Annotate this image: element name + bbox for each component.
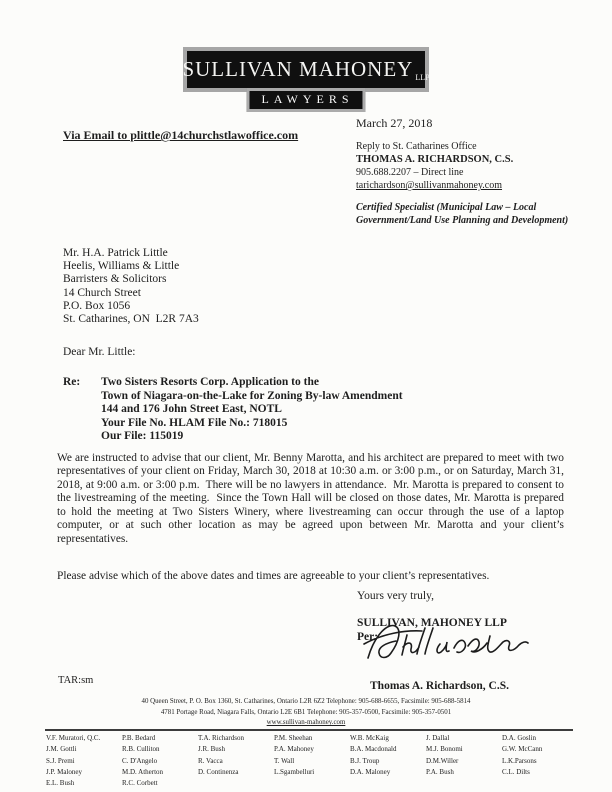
letter-date: March 27, 2018 [356,116,433,130]
footer-lawyer-name: M.J. Bonomi [426,745,463,754]
body-paragraph-2: Please advise which of the above dates and times are agreeable to your client’s representatives. [57,570,490,582]
firm-name: SULLIVAN MAHONEY [182,57,414,81]
firm-llp-suffix: LLP [415,73,430,82]
roster-column [502,733,574,789]
footer-lawyer-name: C.L. Dilts [502,767,530,776]
certified-line-2: Government/Land Use Planning and Development) [356,215,569,226]
footer-website: www.sullivan-mahoney.com [266,719,346,727]
recipient-line: 14 Church Street [63,286,141,299]
reply-office: Reply to St. Catharines Office [356,141,477,152]
salutation: Dear Mr. Little: [63,346,136,358]
footer-lawyer-name: C. D'Angelo [122,756,158,765]
footer-address-2: 4781 Portage Road, Niagara Falls, Ontario L2E 6B1 Telephone: 905-357-0500, Facsimile: 905-357-0501 [160,708,452,716]
footer-lawyer-name: R.B. Culliton [122,745,160,754]
footer-lawyer-name: L.K.Parsons [502,756,537,765]
reply-email: tarichardson@sullivanmahoney.com [356,180,503,191]
footer-lawyer-name: J.R. Bush [198,745,226,754]
footer-lawyer-name: J. Dallal [426,734,450,742]
certified-specialist-note [356,201,568,227]
certified-line-1: Certified Specialist (Municipal Law – Local [356,202,537,213]
footer-lawyer-name: D.A. Maloney [350,767,391,776]
closing-firm-name: SULLIVAN, MAHONEY LLP [357,617,507,629]
footer-lawyer-name: D. Continenza [198,767,239,776]
footer-lawyer-name: W.B. McKaig [350,734,389,742]
re-line: Town of Niagara-on-the-Lake for Zoning By-law Amendment [101,389,403,402]
roster-column [350,733,422,789]
footer-lawyer-name: D.M.Willer [426,756,459,765]
footer-lawyer-name: L.Sgambelluri [274,767,315,776]
footer-lawyer-name: G.W. McCann [502,745,543,754]
recipient-line: Mr. H.A. Patrick Little [63,247,168,259]
footer-addresses [40,697,572,729]
closing-per-label: Per: [357,631,379,643]
footer-lawyer-name: D.A. Goslin [502,734,537,742]
footer-divider [45,729,573,731]
recipient-line: P.O. Box 1056 [63,299,131,312]
firm-logo [182,47,430,106]
firm-subtitle: LAWYERS [246,88,365,112]
footer-lawyer-name: M.D. Atherton [122,767,164,776]
footer-lawyer-name: J.P. Maloney [46,767,82,776]
roster-column [46,733,118,789]
reply-phone: 905.688.2207 – Direct line [356,167,464,178]
footer-lawyer-name: P.A. Bush [426,767,454,776]
re-lines [101,376,403,444]
footer-lawyer-name: T.A. Richardson [198,734,244,742]
footer-lawyer-name: V.F. Muratori, Q.C. [46,734,101,742]
reply-author: THOMAS A. RICHARDSON, C.S. [356,154,514,165]
reply-to-block [356,140,513,192]
footer-lawyer-name: S.J. Premi [46,756,75,765]
firm-name-box [183,47,429,92]
recipient-line: Heelis, Williams & Little [63,260,180,273]
roster-column [122,733,194,789]
signature-image [362,616,530,670]
footer-lawyer-name: B.J. Troup [350,756,380,765]
reference-initials: TAR:sm [58,675,94,686]
re-line: Our File: 115019 [101,430,184,443]
roster-column [426,733,498,789]
re-line: Two Sisters Resorts Corp. Application to the [101,376,319,388]
recipient-line: Barristers & Solicitors [63,273,167,286]
footer-lawyer-name: E.L. Bush [46,779,75,788]
recipient-address [63,247,199,326]
footer-lawyer-name: P.B. Bedard [122,734,156,742]
re-label: Re: [63,376,81,388]
valediction: Yours very truly, [357,590,434,602]
body-paragraph-1: We are instructed to advise that our client, Mr. Benny Marotta, and his architect are prepared to meet with two representatives of your client on Friday, March 30, 2018 at 10:30 a.m. or 3:00 p.m., or on Saturday, March 31, 2018, at 9:00 a.m. or 3:00 p.m. There will be no lawyers in attendance. Mr. Marotta is prepared to consent to the livestreaming of the meeting. Since the Town Hall will be closed on those dates, Mr. Marotta is prepared to hold the meeting at Two Sisters Winery, where livestreaming can occur through the use of a laptop computer, or at such other location as may be agreed upon between Mr. Marotta and your client’s representatives. [57,452,564,545]
roster-column [274,733,346,789]
signer-name: Thomas A. Richardson, C.S. [370,680,509,692]
re-block [63,376,403,444]
footer-lawyer-name: T. Wall [274,756,295,765]
re-line: 144 and 176 John Street East, NOTL [101,403,282,416]
footer-lawyer-name: J.M. Gottli [46,745,77,754]
footer-lawyer-name: P.M. Sheehan [274,734,313,742]
recipient-line: St. Catharines, ON L2R 7A3 [63,313,199,326]
footer-lawyer-name: B.A. Macdonald [350,745,397,754]
footer-lawyer-name: R.C. Corbett [122,779,158,788]
roster-column [198,733,270,789]
footer-lawyer-name: R. Vacca [198,756,223,765]
via-email-line: Via Email to plittle@14churchstlawoffice.com [63,128,299,142]
footer-address-1: 40 Queen Street, P. O. Box 1360, St. Catharines, Ontario L2R 6Z2 Telephone: 905-688-6655, Facsimile: 905-688-5814 [141,698,471,705]
re-line: Your File No. HLAM File No.: 718015 [101,416,288,429]
footer-lawyer-name: P.A. Mahoney [274,745,314,754]
footer-lawyer-roster [46,733,574,789]
